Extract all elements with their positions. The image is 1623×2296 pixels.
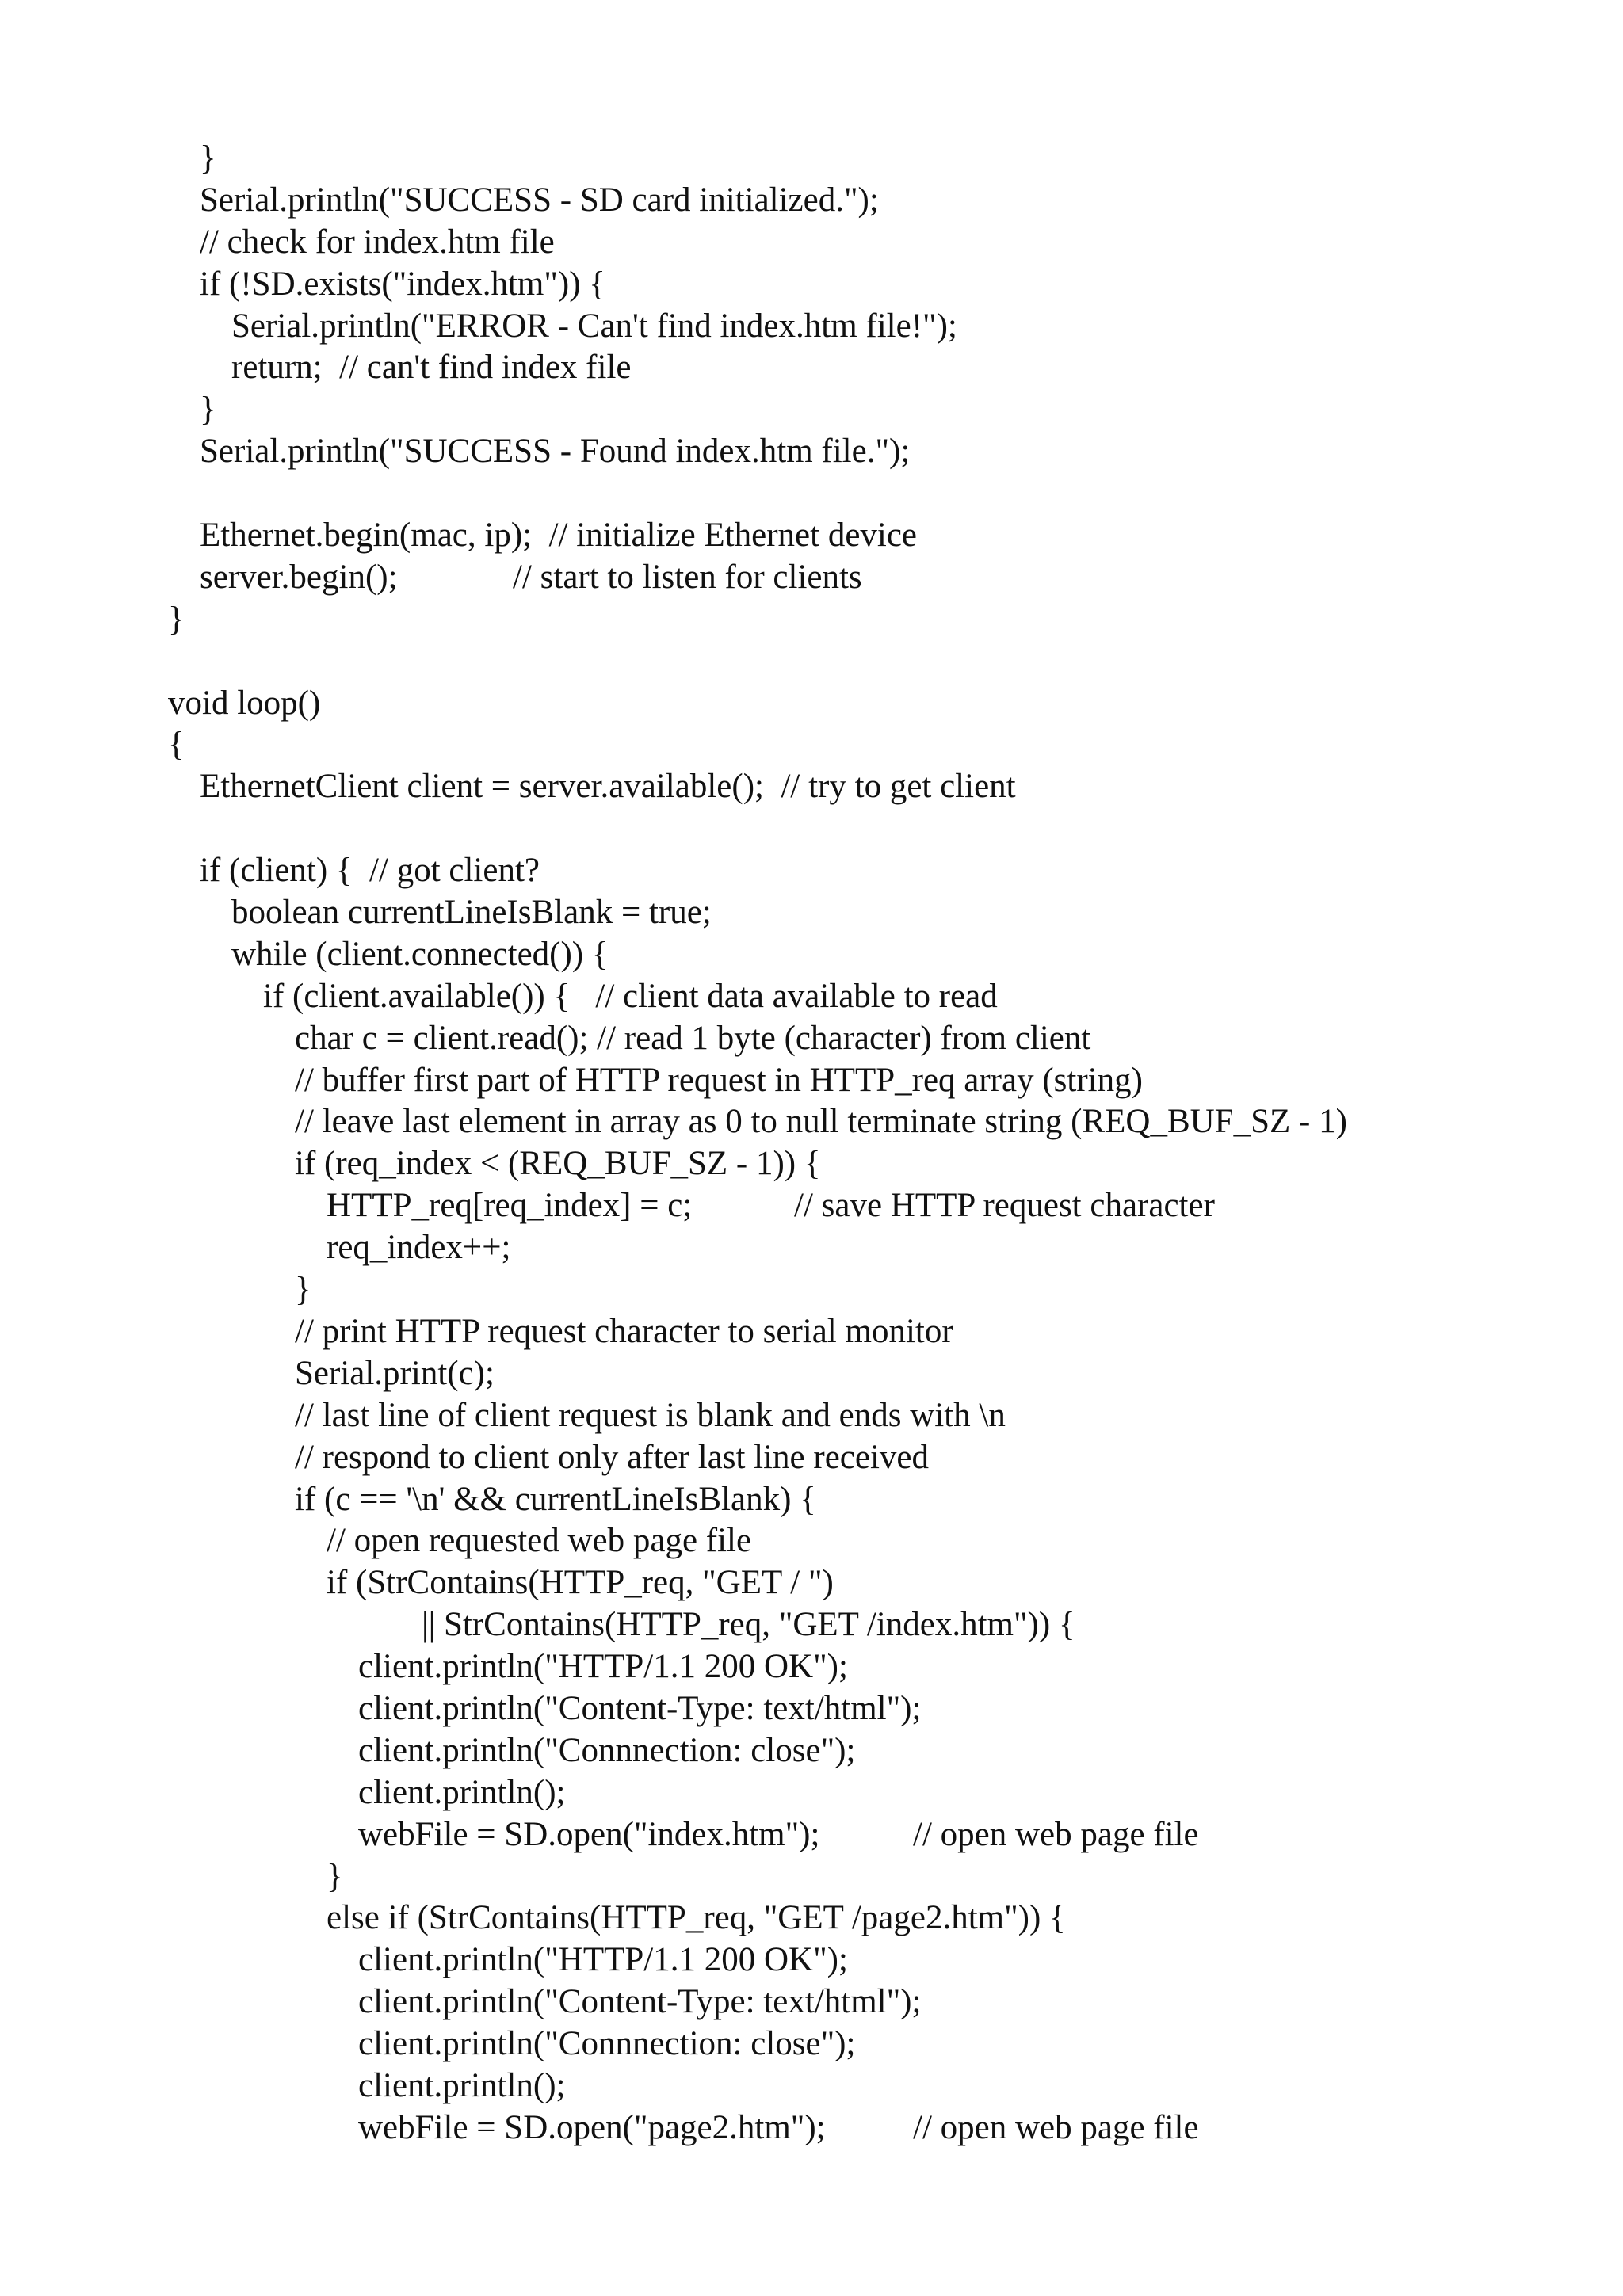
code-line [168, 641, 1594, 683]
code-line [168, 1479, 1594, 1521]
code-line [168, 1939, 1594, 1981]
code-line [168, 892, 1594, 934]
code-listing [168, 138, 1594, 2149]
code-line [168, 1185, 1594, 1227]
code-comment: // open web page file [913, 2108, 1199, 2146]
code-line [168, 1562, 1594, 1604]
code-text: if (StrContains(HTTP_req, "GET / ") [327, 1564, 834, 1602]
code-text: // respond to client only after last line received [295, 1438, 929, 1476]
code-comment: // start to listen for clients [513, 558, 862, 596]
code-comment: // open web page file [913, 1815, 1199, 1853]
code-text: } [168, 600, 185, 638]
code-line [168, 1227, 1594, 1269]
code-line [168, 724, 1594, 766]
code-line [168, 1772, 1594, 1814]
code-text: req_index++; [327, 1229, 511, 1267]
code-text: Serial.print(c); [295, 1354, 495, 1392]
code-text: void loop() [168, 684, 321, 722]
code-text: if (!SD.exists("index.htm")) { [200, 265, 605, 303]
code-text: { [168, 726, 185, 764]
code-line [168, 1060, 1594, 1102]
code-text: // last line of client request is blank and ends with \n [295, 1396, 1006, 1434]
code-line [168, 1897, 1594, 1939]
code-text: // leave last element in array as 0 to null terminate string (REQ_BUF_SZ - 1) [295, 1103, 1347, 1141]
code-text: } [295, 1271, 311, 1309]
code-text: HTTP_req[req_index] = c; [327, 1187, 693, 1225]
code-text: // print HTTP request character to serial monitor [295, 1312, 953, 1350]
code-text: client.println("Content-Type: text/html"); [358, 1689, 922, 1727]
code-line [168, 1437, 1594, 1479]
code-text: } [200, 391, 216, 429]
code-line [168, 1604, 1594, 1646]
code-text: boolean currentLineIsBlank = true; [231, 894, 712, 932]
code-line [168, 850, 1594, 892]
code-text: EthernetClient client = server.available(); // try to get client [200, 768, 1016, 806]
code-line [168, 2065, 1594, 2107]
code-text: Serial.println("ERROR - Can't find index.htm file!"); [231, 307, 957, 345]
code-line [168, 1730, 1594, 1772]
code-line [168, 976, 1594, 1018]
code-line [168, 808, 1594, 850]
code-text: Serial.println("SUCCESS - SD card initialized."); [200, 181, 879, 219]
code-line [168, 515, 1594, 557]
code-line [168, 1981, 1594, 2023]
code-text: webFile = SD.open("index.htm"); [358, 1815, 820, 1853]
code-text: client.println("Connnection: close"); [358, 1731, 856, 1769]
code-line [168, 683, 1594, 725]
code-text: client.println("Connnection: close"); [358, 2025, 856, 2063]
code-line [168, 1143, 1594, 1185]
code-line [168, 347, 1594, 389]
code-text: webFile = SD.open("page2.htm"); [358, 2108, 826, 2146]
code-line [168, 766, 1594, 808]
code-line [168, 222, 1594, 264]
code-text: return; // can't find index file [231, 349, 632, 387]
code-text: client.println(); [358, 1773, 566, 1811]
code-line [168, 431, 1594, 473]
code-line [168, 1520, 1594, 1562]
code-line [168, 264, 1594, 306]
code-text: if (req_index < (REQ_BUF_SZ - 1)) { [295, 1145, 821, 1183]
code-line [168, 2023, 1594, 2065]
code-line [168, 1646, 1594, 1688]
code-line [168, 1814, 1594, 1856]
code-text: while (client.connected()) { [231, 935, 609, 973]
code-comment: // save HTTP request character [794, 1187, 1215, 1225]
code-text: Serial.println("SUCCESS - Found index.htm file."); [200, 433, 911, 471]
code-text: else if (StrContains(HTTP_req, "GET /page2.htm")) { [327, 1899, 1066, 1937]
code-text: } [200, 139, 216, 177]
code-text: client.println("HTTP/1.1 200 OK"); [358, 1648, 848, 1686]
code-line [168, 1311, 1594, 1353]
code-line [168, 1018, 1594, 1060]
code-line [168, 1688, 1594, 1730]
code-line [168, 934, 1594, 976]
code-line [168, 389, 1594, 431]
code-text: client.println("Content-Type: text/html"); [358, 1983, 922, 2021]
code-line [168, 1269, 1594, 1311]
code-text: // open requested web page file [327, 1522, 752, 1560]
code-line [168, 599, 1594, 641]
code-line [168, 2107, 1594, 2149]
code-text: // buffer first part of HTTP request in HTTP_req array (string) [295, 1061, 1143, 1099]
code-text: client.println("HTTP/1.1 200 OK"); [358, 1941, 848, 1979]
code-text: char c = client.read(); // read 1 byte (character) from client [295, 1019, 1091, 1057]
code-text: // check for index.htm file [200, 223, 555, 261]
code-line [168, 306, 1594, 348]
code-text: || StrContains(HTTP_req, "GET /index.htm")) { [422, 1606, 1075, 1644]
code-text: server.begin(); [200, 558, 398, 596]
code-line [168, 1395, 1594, 1437]
code-text: } [327, 1857, 343, 1895]
code-line [168, 180, 1594, 222]
code-line [168, 138, 1594, 180]
code-line [168, 557, 1594, 599]
code-line [168, 1101, 1594, 1143]
code-text: if (client) { // got client? [200, 852, 540, 890]
code-text: if (client.available()) { // client data available to read [263, 977, 998, 1015]
code-line [168, 473, 1594, 515]
code-text: client.println(); [358, 2066, 566, 2104]
code-text: if (c == '\n' && currentLineIsBlank) { [295, 1480, 816, 1518]
code-text: Ethernet.begin(mac, ip); // initialize Ethernet device [200, 517, 918, 555]
code-line [168, 1856, 1594, 1898]
code-line [168, 1353, 1594, 1395]
